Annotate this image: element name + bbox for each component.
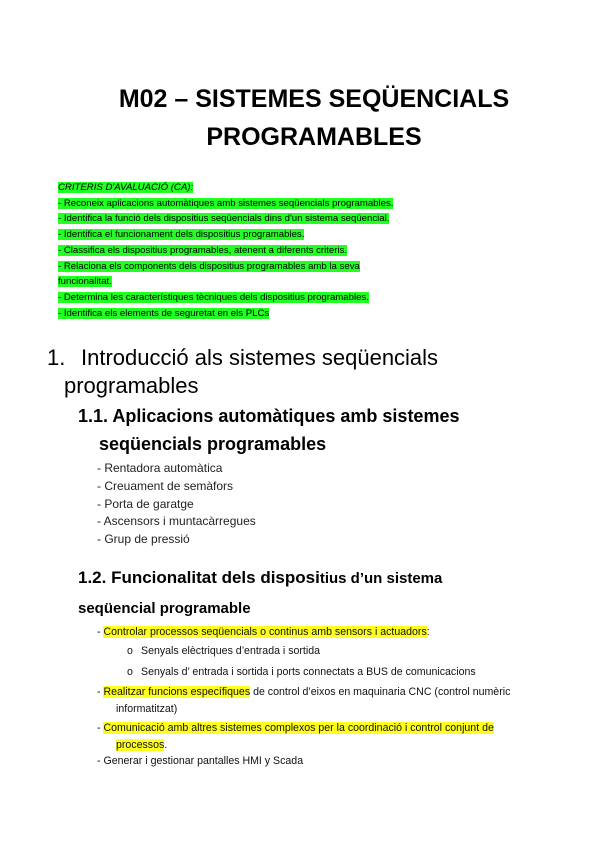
circle-bullet-icon: o [127,666,133,678]
item-highlight: Controlar processos seqüencials o continus amb sensors i actuadors [103,626,427,638]
section-1-heading [47,344,567,400]
item-dash: - [97,626,104,638]
item-end: . [164,739,168,751]
title-line-2: PROGRAMABLES [206,123,422,151]
section-1-2-heading [78,564,578,623]
section-1-1-heading [78,402,578,458]
item-dash: - [97,686,104,698]
criteria-heading: CRITERIS D'AVALUACIÓ (CA): [58,182,194,193]
list-item: - Porta de garatge [97,496,194,511]
criteria-item: - Determina les característiques tècniques dels dispositius programables. [58,291,369,303]
criteria-item: - Identifica els elements de seguretat en els PLCs [58,307,270,319]
sub-item-2 [127,664,476,681]
section-1-1-title-line-2: seqüencials programables [99,434,327,454]
item-rest: de control d’eixos en maquinaria CNC (control numèric [250,686,511,698]
item-highlight: Realitzar funcions específiques [103,686,251,698]
applications-list [97,460,256,549]
criteria-item: - Identifica la funció dels dispositius seqüencials dins d'un sistema seqüencial. [58,213,390,225]
functions-item-2 [97,684,537,718]
sub-item-1 [127,643,320,660]
list-item: - Rentadora automàtica [97,461,223,475]
section-1-title-line-1: Introducció als sistemes seqüencials [81,345,439,370]
criteria-item-continued: funcionalitat. [58,276,112,288]
criteria-item: - Reconeix aplicacions automàtiques amb sistemes seqüencials programables. [58,197,394,209]
criteria-item: - Identifica el funcionament dels dispositius programables. [58,229,305,241]
criteria-block [58,180,438,321]
section-1-1-title-line-1: 1.1. Aplicacions automàtiques amb sistemes [78,406,460,426]
title-line-1: M02 – SISTEMES SEQÜENCIALS [118,85,510,113]
sub-item-text: Senyals elèctriques d’entrada i sortida [141,645,321,657]
item-text: - Generar i gestionar pantalles HMI y Scada [97,755,304,767]
item-end: : [426,626,430,638]
functions-item-1 [97,624,537,641]
item-continued: informatitzat) [116,703,178,715]
criteria-item: - Relaciona els components dels dispositius programables amb la seva [58,260,360,272]
section-1-number: 1. [47,345,66,370]
section-1-title-line-2: programables [64,373,199,398]
section-1-2-title-part-a: 1.2. Funcionalitat dels disposi [78,568,320,587]
item-dash: - [97,722,104,734]
section-1-2-title-line-2: seqüencial programable [78,600,251,617]
item-continued: processos [116,739,165,751]
section-1-2-title-part-b: tius d’un sistema [319,570,443,587]
sub-item-text: Senyals d’ entrada i sortida i ports connectats a BUS de comunicacions [141,666,476,678]
list-item: - Ascensors i muntacàrregues [97,514,256,529]
list-item: - Grup de pressió [97,532,190,547]
criteria-item: - Classifica els dispositius programables, atenent a diferents criteris. [58,244,348,256]
functions-item-4 [97,753,537,770]
list-item: - Creuament de semàfors [97,478,234,493]
item-highlight: Comunicació amb altres sistemes complexos per la coordinació i control conjunt de [103,722,494,734]
functions-item-3 [97,720,537,754]
circle-bullet-icon: o [127,645,133,657]
document-title [0,80,600,156]
